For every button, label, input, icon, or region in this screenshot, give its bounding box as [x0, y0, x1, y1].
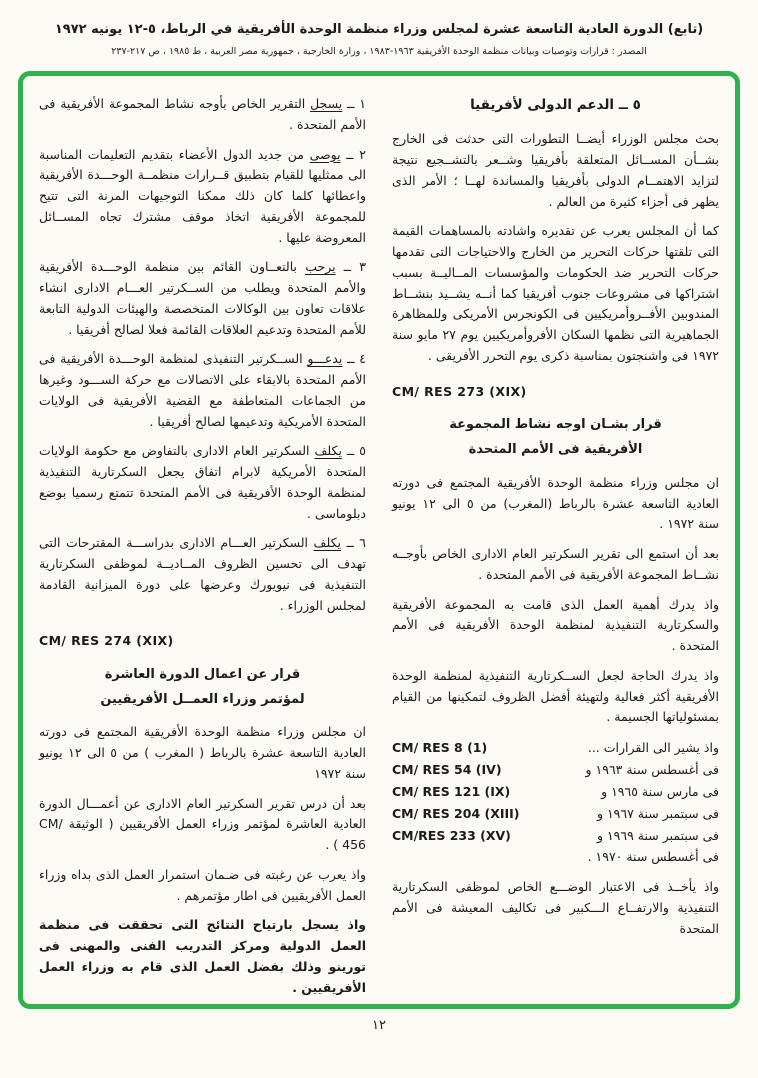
resolution-code-274: CM/ RES 274 (XIX) — [39, 633, 174, 649]
reference-text: فى سبتمبر سنة ١٩٦٧ و — [596, 805, 719, 821]
operative-word: يسجل — [310, 96, 343, 111]
resolution-273-title-line1: قرار بشـان اوجه نشاط المجموعة — [449, 417, 662, 433]
item-text: التقرير الخاص بأوجه نشاط المجموعة الأفريقية فى الأمم المتحدة . — [39, 96, 366, 132]
res273-paragraph-1: ان مجلس وزراء منظمة الوحدة الأفريقية المجتمع فى دورته العادية التاسعة عشرة بالرباط (المغرب) من ٥ الى ١٢ يونيو سنة ١٩٧٢ . — [392, 474, 719, 532]
resolution-274-title — [39, 663, 366, 712]
item-number: ٦ ــ — [346, 535, 366, 551]
operative-word: يوصى — [309, 146, 341, 162]
reference-row — [392, 759, 719, 781]
res273-paragraph-2: بعد أن استمع الى تقرير السكرتير العام الادارى الخاص بأوجــه نشــاط المجموعة الأفريقية فى الأمم المتحدة . — [392, 546, 719, 582]
res274-paragraph-1: ان مجلس وزراء منظمة الوحدة الأفريقية المجتمع فى دورته العادية التاسعة عشرة بالرباط ( المغرب ) من ٥ الى ١٢ يونيو سنة ١٩٧٢ — [39, 724, 366, 781]
resolution-274-title-line1: قرار عن اعمال الدورة العاشرة — [104, 667, 301, 682]
item-number: ٣ ــ — [343, 259, 366, 275]
operative-word: يرحب — [305, 259, 336, 275]
res273-paragraph-3: واذ يدرك أهمية العمل الذى قامت به المجموعة الأفريقية والسكرتارية التنفيذية لمنظمة الوحدة الأفريقية فى الأمم المتحدة . — [392, 596, 719, 654]
right-column — [392, 94, 719, 1007]
reference-code: CM/ RES 204 (XIII) — [392, 805, 520, 821]
item-text: السكرتير العـــام الادارى بدراســـة المقترحات التى تهدف الى تحسين الظروف المــاديــة لموظفى السكرتارية التنفيذية فى نيويورك وعرضها على دورة الميزانية القادمة لمجلس الوزراء . — [39, 535, 366, 613]
operative-item-4 — [39, 349, 366, 432]
item-number: ٢ ــ — [346, 146, 366, 162]
res274-paragraph-4: واذ يسجل بارتياح النتائج التى تحققت فى منظمة العمل الدولية ومركز التدريب الفنى والمهنى فى تورينو وذلك بفضل العمل الذى قام به وزراء العمل الأفريقيين . — [39, 917, 366, 995]
item-number: ٥ ــ — [346, 443, 366, 459]
section-heading-international-support: ٥ ــ الدعم الدولى لأفريقيا — [470, 97, 641, 113]
reference-code: CM/ RES 54 (IV) — [392, 761, 502, 777]
resolution-references-list — [392, 737, 719, 868]
operative-item-2 — [39, 145, 366, 249]
page-header — [0, 0, 758, 57]
reference-text: فى أغسطس سنة ١٩٦٣ و — [585, 761, 719, 777]
reference-row — [392, 846, 719, 868]
left-column — [39, 94, 366, 1007]
resolution-273-title-line2: الأفريقية فى الأمم المتحدة — [468, 442, 643, 458]
source-citation: المصدر : قرارات وتوصيات وبيانات منظمة الوحدة الأفريقية ١٩٦٣-١٩٨٣ ، وزارة الخارجية ، جمهورية مصر العربية ، ط ١٩٨٥ ، ص ٢١٧-٢٣٧ — [111, 46, 647, 57]
two-column-layout — [39, 94, 719, 1007]
reference-text: واذ يشير الى القرارات ... — [587, 740, 719, 756]
res273-closing-paragraph: واذ يأخــذ فى الاعتبار الوضـــع الخاص لموظفى السكرتارية التنفيذية والارتفــاع الـــكبير فى تكاليف المعيشة فى الأمم المتحدة — [392, 879, 719, 936]
item-text: بالتعــاون القائم بين منظمة الوحـــدة الأفريقية والأمم المتحدة ويطلب من الســكرتير العـــام الادارى انشاء علاقات تعاون بين الوكالات المتخصصة والهيئات الدولية التابعة للأمم المتحدة وتدعيم العلاقات القائمة فعلا لصالح أفريقيا . — [39, 259, 366, 337]
support-paragraph-2: كما أن المجلس يعرب عن تقديره واشادته بالمساهمات القيمة التى تلقتها حركات التحرير من الخارج والاحتياجات التى تقدمها حركات التحرير ضد الحكومات والمؤسسات المــاليــة بسبب اشتراكها فى مشروعات جنوب أفريقيا كما أنــه يشــيد بنشــاط المندوبين الأفــروأمريكيين فى الكونجرس الأمريكى وللمظاهرة الجماهيرية التى نظمها السكان الأفروأمريكيين يوم ٢٧ مايو سنة ١٩٧٢ فى واشنجتون بمناسبة ذكرى يوم التحرر الأفريقى . — [392, 223, 719, 363]
session-title: (تابع) الدورة العادية التاسعة عشرة لمجلس وزراء منظمة الوحدة الأفريقية في الرباط، ٥-١٢ يونيه ١٩٧٢ — [54, 22, 704, 37]
operative-item-5 — [39, 441, 366, 524]
operative-word: يكلف — [313, 535, 341, 551]
operative-word: يكلف — [314, 443, 342, 459]
item-text: من جديد الدول الأعضاء بتقديم التعليمات المناسبة الى ممثليها للقيام بتطبيق قــرارات منظمــة الوحـــدة الأفريقية واعطائها كلما كان ذلك ممكنا التوجيهات المرنة التى تتيح للمجموعة الأفريقية اتخاذ موقف مشترك تجاه المســائل المعروضة عليها . — [39, 146, 366, 245]
item-text: السكرتير العام الادارى بالتفاوض مع حكومة الولايات المتحدة الأمريكية لابرام اتفاق يجعل السكرتارية التنفيذية لمنظمة الوحدة الأفريقية فى الأمم المتحدة تتمتع رسميا بوضع دبلوماسى . — [39, 443, 366, 521]
item-number: ١ ــ — [347, 96, 366, 111]
operative-item-3 — [39, 257, 366, 340]
res273-paragraph-4: واذ يدرك الحاجة لجعل الســكرتارية التنفيذية لمنظمة الوحدة الأفريقية أكثر فعالية ولتهيئة أفضل الظروف لتمكينها من القيام بمسئولياتها الجسيمة . — [392, 667, 719, 725]
operative-item-1 — [39, 94, 366, 136]
page-number: ١٢ — [372, 1018, 386, 1033]
reference-text: فى سبتمبر سنة ١٩٦٩ و — [596, 827, 719, 843]
reference-text: فى أغسطس سنة ١٩٧٠ . — [587, 849, 719, 865]
item-text: الســكرتير التنفيذى لمنظمة الوحـــدة الأفريقية فى الأمم المتحدة بالابقاء على الاتصالات مع حركة الســـود وغيرها من الجماعات المتعاطفة مع القضية الأفريقية فى الولايات المتحدة الأمريكية وتدعيمها لصالح أفريقيا . — [39, 351, 366, 429]
item-number: ٤ ــ — [347, 351, 366, 367]
operative-word: يدعـــو — [307, 351, 343, 367]
reference-code: CM/ RES 121 (IX) — [392, 783, 511, 799]
reference-text: فى مارس سنة ١٩٦٥ و — [601, 783, 719, 799]
reference-code: CM/RES 233 (XV) — [392, 827, 511, 843]
res274-paragraph-3: واذ يعرب عن رغبته فى ضـمان استمرار العمل الذى بداه وزراء العمل الأفريقيين فى اطار مؤتمرهم . — [39, 866, 366, 903]
reference-row — [392, 781, 719, 803]
res274-paragraph-2: بعد أن درس تقرير السكرتير العام الادارى عن أعمـــال الدورة العادية العاشرة لمؤتمر وزراء العمل الأفريقيين ( الوثيقة CM/ 456 ) . — [39, 795, 366, 853]
reference-row — [392, 737, 719, 759]
support-paragraph-1: بحث مجلس الوزراء أيضــا التطورات التى حدثت فى الخارج بشــأن المســائل المتعلقة بأفريقيا وشــعر بالتشــجيع نتيجة لتزايد الاهتمــام الدولى بأفريقيا والمساندة لهــا ؛ الأمر الذى يظهر فى أجزاء كثيرة من العالم . — [392, 131, 719, 209]
reference-row — [392, 803, 719, 825]
reference-code: CM/ RES 8 (1) — [392, 740, 488, 756]
resolution-274-title-line2: لمؤتمر وزراء العمــل الأفريقيين — [100, 691, 305, 707]
green-border-frame — [18, 71, 740, 1009]
page-footer — [0, 1018, 758, 1033]
operative-item-6 — [39, 533, 366, 616]
resolution-273-title — [392, 413, 719, 462]
reference-row — [392, 825, 719, 847]
resolution-code-273: CM/ RES 273 (XIX) — [392, 383, 527, 399]
